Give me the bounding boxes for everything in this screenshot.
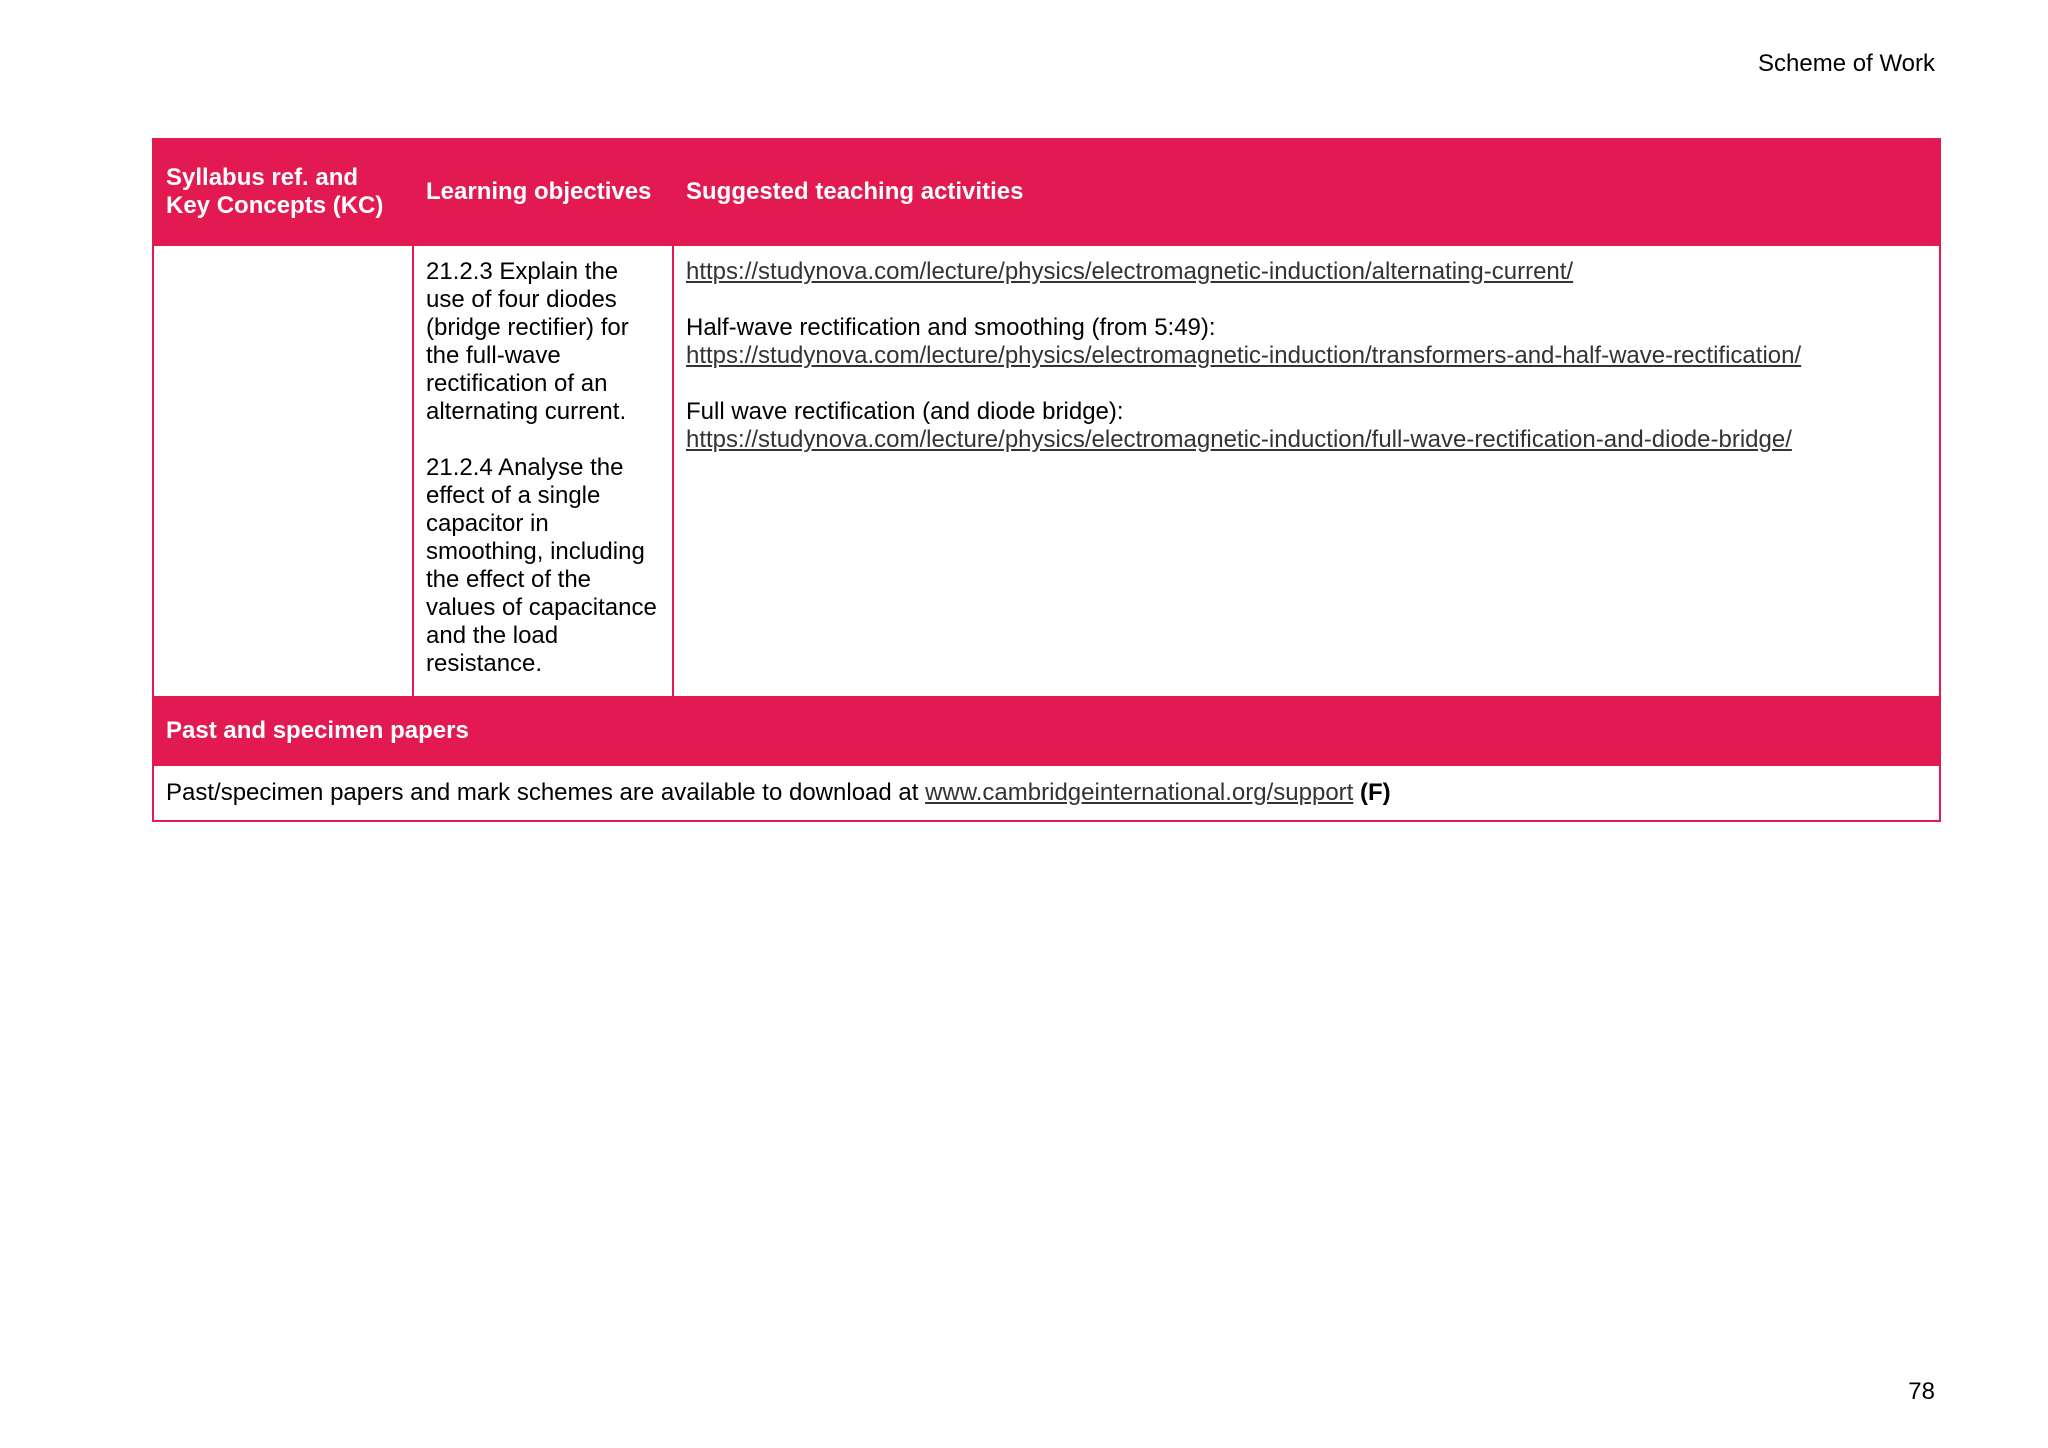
activity-item [686,314,1927,370]
activity-link-half-wave-rectification[interactable]: https://studynova.com/lecture/physics/electromagnetic-induction/transformers-and-half-wave-rectification/ [686,342,1802,369]
activity-label: Half-wave rectification and smoothing (from 5:49): [686,314,1216,341]
column-header-objectives: Learning objectives [413,139,673,245]
table-row [153,245,1940,697]
papers-text: Past/specimen papers and mark schemes are available to download at [166,779,926,806]
cambridge-support-link[interactable]: www.cambridgeinternational.org/support [925,779,1354,806]
scheme-of-work-table [152,138,1941,822]
cell-activities [673,245,1940,697]
objective-item: 21.2.3 Explain the use of four diodes (bridge rectifier) for the full-wave rectification of an alternating current. [426,258,629,425]
papers-heading-row [153,697,1940,765]
papers-content-row [153,765,1940,821]
document-header-title: Scheme of Work [1758,50,1935,77]
papers-content [153,765,1940,821]
papers-tag: (F) [1360,779,1391,806]
column-header-syllabus: Syllabus ref. and Key Concepts (KC) [153,139,413,245]
activity-label: Full wave rectification (and diode bridge): [686,398,1124,425]
cell-objectives [413,245,673,697]
activity-item [686,398,1927,454]
table-header-row [153,139,1940,245]
papers-heading: Past and specimen papers [153,697,1940,765]
column-header-activities: Suggested teaching activities [673,139,1940,245]
cell-syllabus [153,245,413,697]
objective-item: 21.2.4 Analyse the effect of a single capacitor in smoothing, including the effect of the values of capacitance and the load resistance. [426,454,657,677]
activity-item [686,258,1927,286]
page-number: 78 [1908,1378,1935,1405]
activity-link-full-wave-rectification[interactable]: https://studynova.com/lecture/physics/electromagnetic-induction/full-wave-rectification-and-diode-bridge/ [686,426,1792,453]
activity-link-alternating-current[interactable]: https://studynova.com/lecture/physics/electromagnetic-induction/alternating-current/ [686,258,1574,285]
